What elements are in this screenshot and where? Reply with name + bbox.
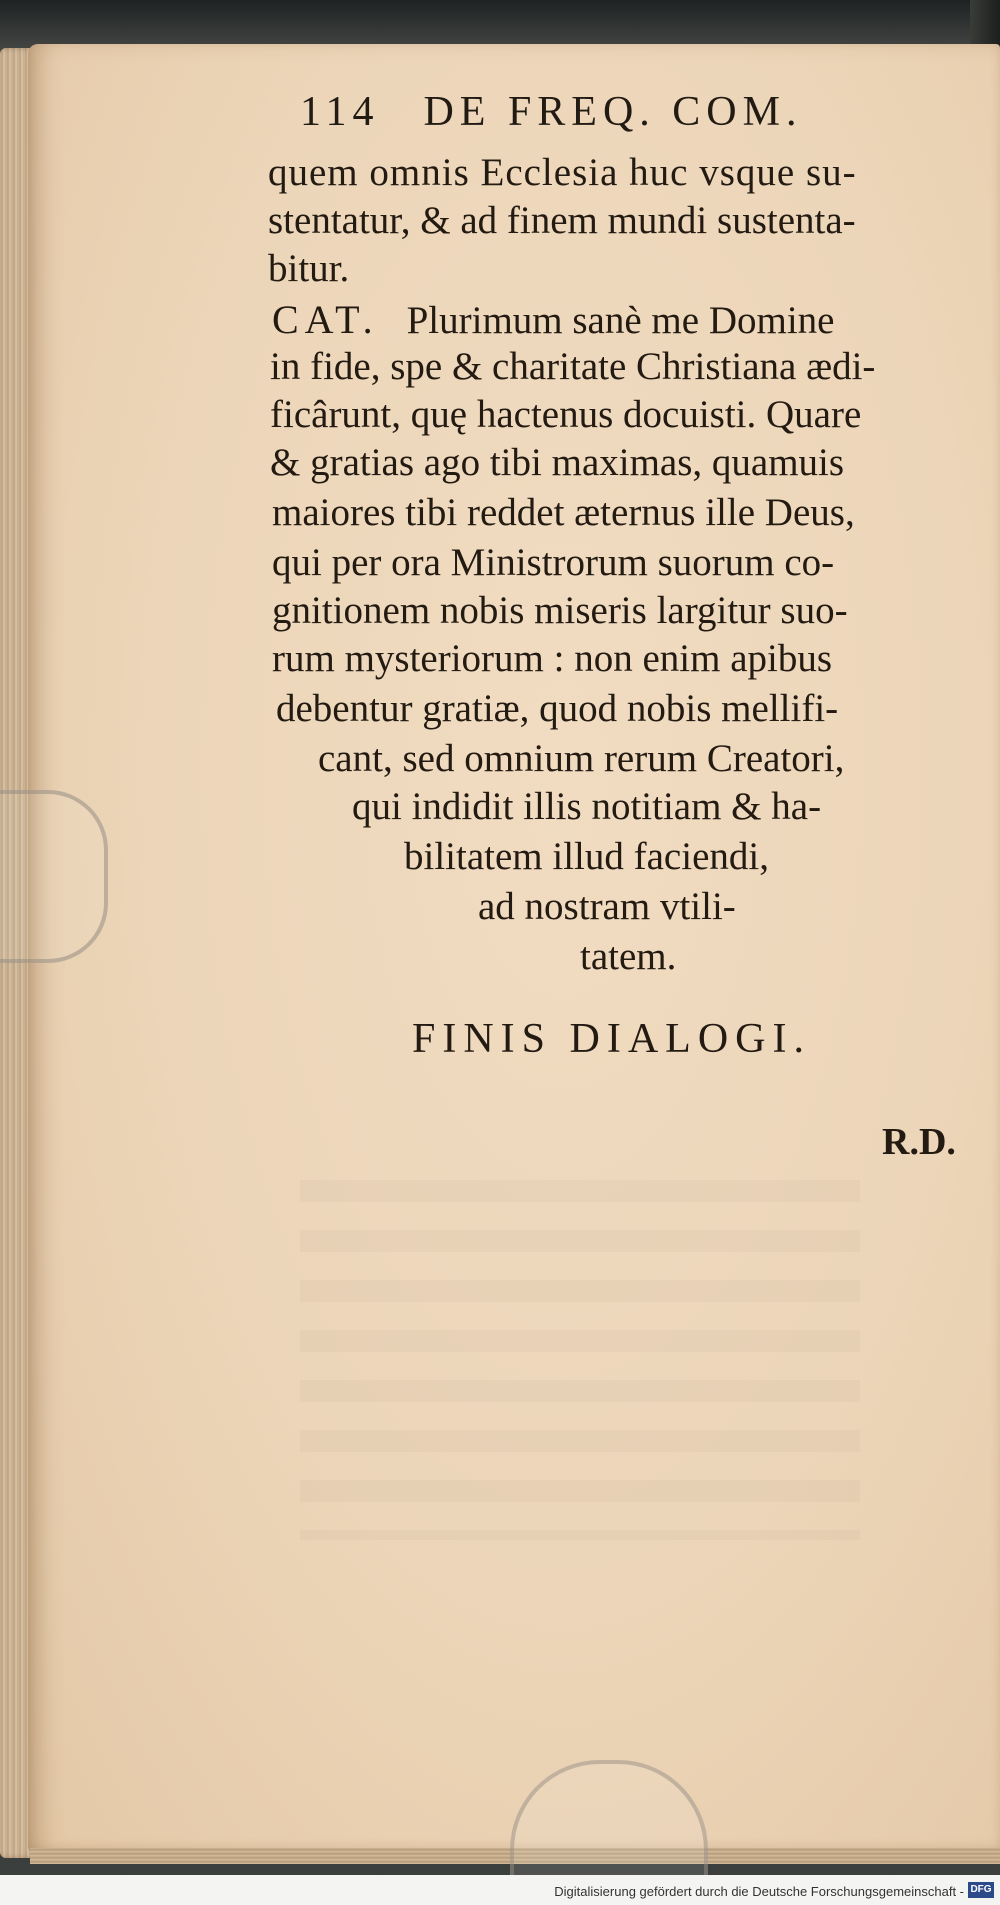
text-line: bilitatem illud faciendi, bbox=[404, 835, 769, 878]
page-holder-clip-left bbox=[0, 790, 108, 963]
running-title: DE FREQ. COM. bbox=[423, 89, 803, 135]
author-initials: R.D. bbox=[882, 1121, 956, 1163]
text-line: Plurimum sanè me Domine bbox=[406, 299, 835, 342]
text-line: qui per ora Ministrorum suorum co- bbox=[272, 541, 835, 584]
text-line: rum mysteriorum : non enim apibus bbox=[272, 637, 833, 680]
text-line: stentatur, & ad finem mundi sustenta- bbox=[268, 199, 856, 242]
running-head bbox=[300, 88, 900, 136]
text-line: gnitionem nobis miseris largitur suo- bbox=[272, 589, 848, 632]
finis-heading: FINIS DIALOGI. bbox=[412, 1016, 811, 1062]
dfg-logo: DFG bbox=[968, 1882, 994, 1898]
digitization-credit: Digitalisierung gefördert durch die Deutsche Forschungsgemeinschaft - bbox=[554, 1884, 964, 1899]
text-line: bitur. bbox=[268, 247, 350, 290]
text-line: maiores tibi reddet æternus ille Deus, bbox=[272, 491, 855, 534]
text-line: ad nostram vtili- bbox=[478, 885, 736, 928]
text-line: quem omnis Ecclesia huc vsque su- bbox=[268, 151, 857, 194]
text-line: cant, sed omnium rerum Creatori, bbox=[318, 737, 845, 780]
text-line: tatem. bbox=[580, 935, 677, 978]
page-number: 114 bbox=[300, 89, 380, 135]
text-line: qui indidit illis notitiam & ha- bbox=[352, 785, 822, 828]
show-through-bleed bbox=[300, 1180, 860, 1540]
text-line: in fide, spe & charitate Christiana ædi- bbox=[270, 345, 876, 388]
text-line: & gratias ago tibi maximas, quamuis bbox=[270, 441, 845, 484]
text-line: ficârunt, quę hactenus docuisti. Quare bbox=[270, 393, 862, 436]
text-line: debentur gratiæ, quod nobis mellifi- bbox=[276, 687, 839, 730]
text-line-with-speaker bbox=[272, 296, 834, 343]
speaker-label: CAT. bbox=[272, 297, 379, 342]
